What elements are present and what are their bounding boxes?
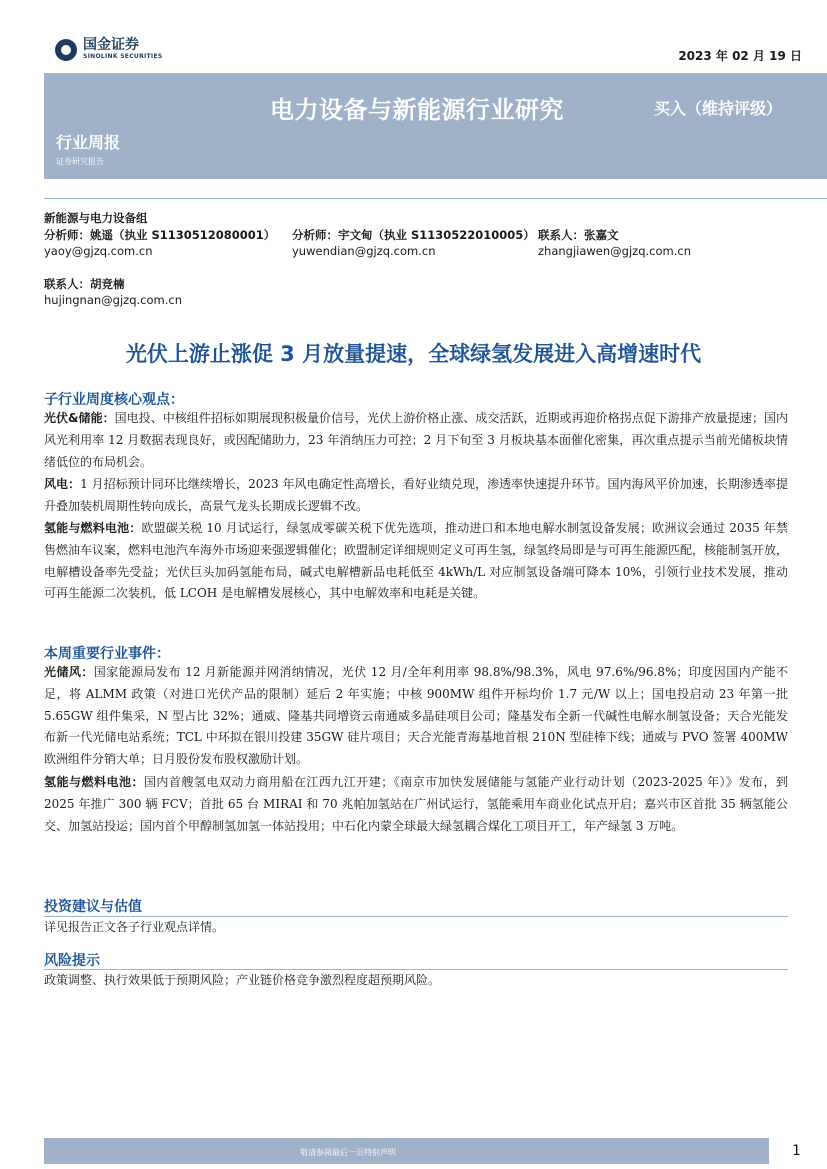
core-wind-text: 1 月招标预计同环比继续增长，2023 年风电确定性高增长，看好业绩兑现，渗透率快速提升环节。国内海风平价加速，长期渗透率提升叠加装机周期性转向成长，高景气龙头长期成长逻辑不改。 [44, 477, 788, 513]
core-hydrogen-paragraph [44, 518, 788, 605]
core-pv-paragraph [44, 408, 788, 473]
core-hydrogen-lead: 氢能与燃料电池： [44, 521, 142, 535]
contact-2-email[interactable]: hujingnan@gjzq.com.cn [44, 293, 182, 307]
risk-heading: 风险提示 [44, 953, 100, 969]
events-hydrogen-lead: 氢能与燃料电池： [44, 775, 144, 789]
events-pv-text: 国家能源局发布 12 月新能源并网消纳情况，光伏 12 月/全年利用率 98.8%/98.3%，风电 97.6%/96.8%；印度因国内产能不足，将 ALMM 政策（对进口光伏产品的限制）延后 2 年实施；中核 900MW 组件开标均价 1.7 元/W 以上；国电投启动 23 年第一批 5.65GW 组件集采，N 型占比 32%；通威、隆基共同增资云南通威多晶硅项目公司；隆基发布全新一代碱性电解水制氢设备；天合光能发布新一代光储电站系统；TCL 中环拟在银川投建 35GW 硅片项目；天合光能青海基地首根 210N 型硅棒下线；通威与 PVO 签署 400MW 欧洲组件分销大单；日月股份发布股权激励计划。 [44, 665, 788, 767]
industry-title: 电力设备与新能源行业研究 [270, 96, 564, 124]
core-wind-lead: 风电： [44, 477, 81, 491]
risk-text: 政策调整、执行效果低于预期风险；产业链价格竞争激烈程度超预期风险。 [44, 973, 441, 987]
events-pv-lead: 光储风： [44, 665, 94, 679]
group-name: 新能源与电力设备组 [44, 211, 148, 225]
investment-text: 详见报告正文各子行业观点详情。 [44, 920, 225, 934]
rating-badge: 买入（维持评级） [654, 99, 783, 118]
report-date: 2023 年 02 月 19 日 [678, 49, 802, 63]
analyst-2-email[interactable]: yuwendian@gjzq.com.cn [292, 244, 436, 258]
footer-disclaimer-notice: 敬请参阅最后一页特别声明 [300, 1148, 396, 1157]
logo-mark-icon [55, 39, 77, 61]
logo-name-en: SINOLINK SECURITIES [83, 53, 163, 60]
contact-2-name: 联系人：胡竞楠 [44, 277, 125, 291]
core-pv-lead: 光伏&储能： [44, 411, 115, 425]
core-pv-text: 国电投、中核组件招标如期展现积极量价信号，光伏上游价格止涨、成交活跃，近期或再迎价格拐点促下游排产放量提速；国内风光利用率 12 月数据表现良好，或因配储助力，23 年消纳压力可控；2 月下旬至 3 月板块基本面催化密集，再次重点提示当前光储板块情绪低位的布局机会。 [44, 411, 788, 469]
report-type: 行业周报 [56, 133, 121, 152]
page-number: 1 [792, 1143, 801, 1159]
header-divider [44, 198, 827, 199]
events-heading: 本周重要行业事件： [44, 646, 170, 662]
events-hydrogen-text: 国内首艘氢电双动力商用船在江西九江开建；《南京市加快发展储能与氢能产业行动计划（2023-2025 年）》发布，到 2025 年推广 300 辆 FCV；首批 65 台 MIRAI 和 70 兆帕加氢站在广州试运行，氢能乘用车商业化试点开启；嘉兴市区首批 35 辆氢能公交、加氢站投运；国内首个甲醇制氢加氢一体站投用；中石化内蒙全球最大绿氢耦合煤化工项目开工，年产绿氢 3 万吨。 [44, 775, 788, 833]
contact-1-name: 联系人：张嘉文 [538, 228, 619, 242]
report-headline: 光伏上游止涨促 3 月放量提速，全球绿氢发展进入高增速时代 [125, 342, 702, 366]
footer-bar [44, 1138, 769, 1164]
analyst-1-name: 分析师：姚遥（执业 S1130512080001） [44, 228, 276, 242]
analyst-2-name: 分析师：宇文甸（执业 S1130522010005） [292, 228, 535, 242]
events-pv-paragraph [44, 662, 788, 771]
analyst-1-email[interactable]: yaoy@gjzq.com.cn [44, 244, 153, 258]
core-wind-paragraph [44, 474, 788, 518]
contact-1-email[interactable]: zhangjiawen@gjzq.com.cn [538, 244, 691, 258]
company-logo [55, 38, 162, 61]
events-hydrogen-paragraph [44, 772, 788, 837]
logo-name-cn: 国金证券 [83, 37, 139, 53]
report-subtype: 证券研究报告 [56, 157, 104, 166]
core-views-heading: 子行业周度核心观点： [44, 392, 184, 408]
investment-heading: 投资建议与估值 [44, 899, 142, 915]
core-hydrogen-text: 欧盟碳关税 10 月试运行，绿氢成零碳关税下优先选项，推动进口和本地电解水制氢设备发展；欧洲议会通过 2035 年禁售燃油车议案，燃料电池汽车海外市场迎来强逻辑催化；欧盟制定详细规则定义可再生氢，绿氢终局即是与可再生能源匹配，核能制氢开放，电解槽设备率先受益；光伏巨头加码氢能布局，碱式电解槽新品电耗低至 4kWh/L 对应制氢设备端可降本 10%，引领行业技术发展，推动可再生能源二次装机，低 LCOH 是电解槽发展核心，其中电解效率和电耗是关键。 [44, 521, 789, 601]
